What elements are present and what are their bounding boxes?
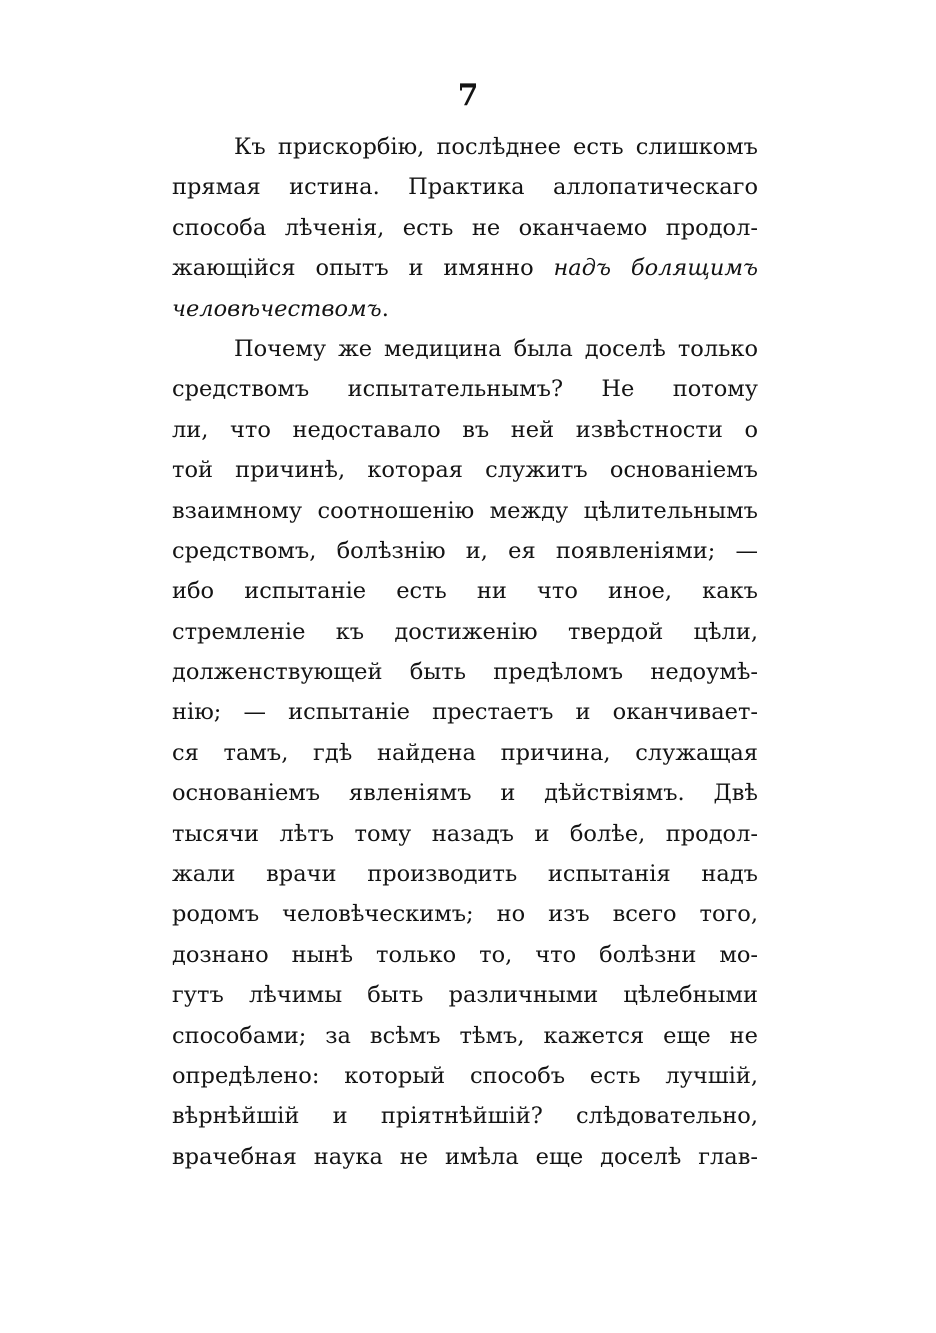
paragraph-1-line-5-italic: человѣчествомъ (172, 295, 382, 322)
paragraph-2-line: основаніемъ явленіямъ и дѣйствіямъ. Двѣ (172, 780, 758, 807)
body-text (172, 127, 758, 1177)
paragraph-2-line: нію; — испытаніе престаетъ и оканчивает- (172, 699, 758, 726)
paragraph-1-line-5 (172, 289, 758, 329)
paragraph-2-line: ли, что недоставало въ ней извѣстности о (172, 416, 758, 443)
paragraph-1-line-1: Къ прискорбію, послѣднее есть слишкомъ (234, 134, 758, 160)
paragraph-2-line: взаимному соотношенію между цѣлительнымъ (172, 497, 758, 524)
paragraph-2-line: жали врачи производить испытанія надъ (172, 861, 758, 888)
paragraph-2-line: способами; за всѣмъ тѣмъ, кажется еще не (172, 1022, 758, 1049)
paragraph-1-line-3: способа лѣченія, есть не оканчаемо продол- (172, 214, 758, 241)
paragraph-1-line-2: прямая истина. Практика аллопатическаго (172, 174, 758, 201)
paragraph-2-line: врачебная наука не имѣла еще доселѣ глав- (172, 1143, 758, 1170)
paragraph-1-line-5-end: . (381, 295, 389, 322)
paragraph-2-line: ибо испытаніе есть ни что иное, какъ (172, 578, 758, 605)
paragraph-2-line: тысячи лѣтъ тому назадъ и болѣе, продол- (172, 820, 758, 847)
paragraph-1-line-4 (172, 248, 758, 288)
paragraph-2-line: стремленіе къ достиженію твердой цѣли, (172, 618, 758, 645)
page-number: 7 (457, 78, 479, 113)
paragraph-2-line: дознано нынѣ только то, что болѣзни мо- (172, 941, 758, 968)
paragraph-2-line: родомъ человѣческимъ; но изъ всего того, (172, 901, 758, 928)
paragraph-2-line: опредѣлено: который способъ есть лучшій, (172, 1062, 758, 1089)
paragraph-2-line: средствомъ испытательнымъ? Не потому (172, 376, 758, 403)
paragraph-1-line-4-italic: надъ болящимъ (553, 255, 758, 282)
paragraph-2-line: вѣрнѣйшій и пріятнѣйшій? слѣдовательно, (172, 1103, 758, 1130)
paragraph-2-line: ся тамъ, гдѣ найдена причина, служащая (172, 739, 758, 766)
paragraph-2-line: средствомъ, болѣзнію и, ея появленіями; — (172, 537, 758, 564)
paragraph-1-line-4-plain: жающійся опытъ и имянно (172, 255, 534, 282)
paragraph-2-line: Почему же медицина была доселѣ только (234, 335, 758, 362)
paragraph-2-line: той причинѣ, которая служитъ основаніемъ (172, 457, 758, 484)
paragraph-2-line: долженствующей быть предѣломъ недоумѣ- (172, 659, 758, 686)
paragraph-2-line: гутъ лѣчимы быть различными цѣлебными (172, 982, 758, 1009)
